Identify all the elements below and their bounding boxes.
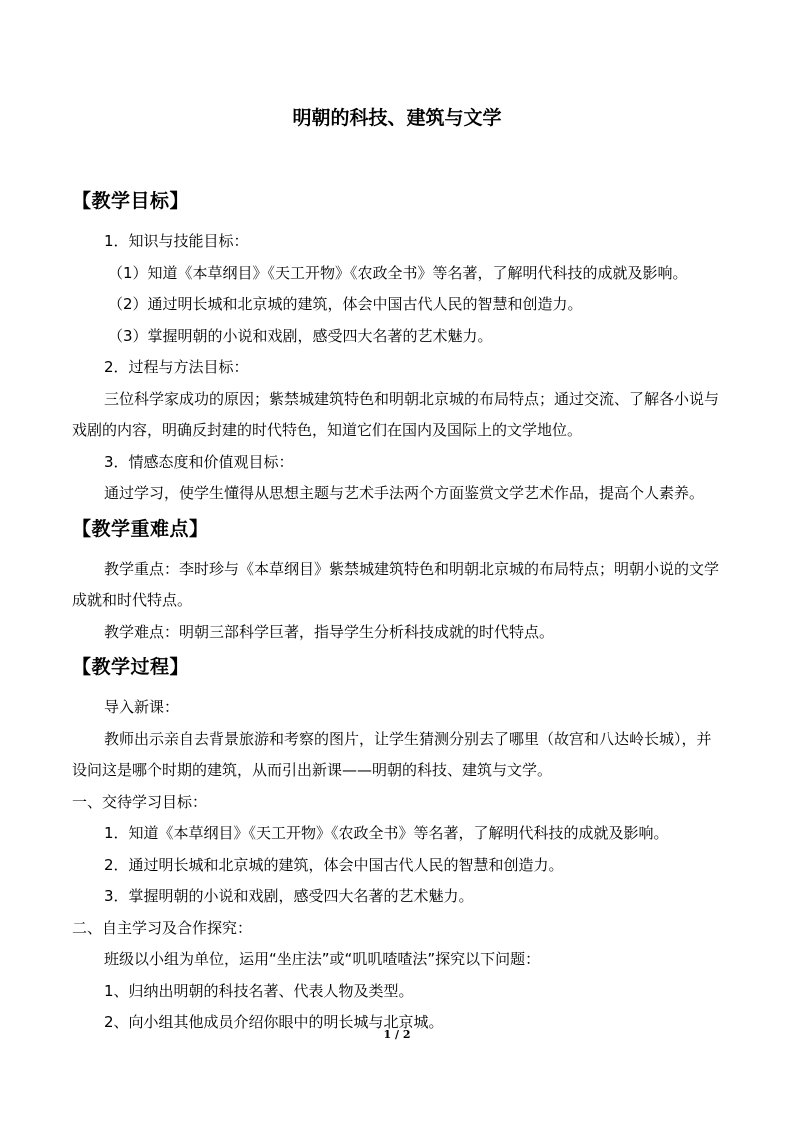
objective-line: 1．知识与技能目标： <box>104 232 249 250</box>
objective-paragraph: 通过学习，使学生懂得从思想主题与艺术手法两个方面鉴赏文学艺术作品，提高个人素养。 <box>104 484 705 502</box>
section-heading-objectives: 【教学目标】 <box>72 190 190 212</box>
section-heading-key-points: 【教学重难点】 <box>72 517 209 540</box>
section-heading-process: 【教学过程】 <box>72 656 190 678</box>
process-line: 2．通过明长城和北京城的建筑，体会中国古代人民的智慧和创造力。 <box>104 855 564 874</box>
process-subheading: 一、交待学习目标： <box>72 792 208 811</box>
process-line: 1．知道《本草纲目》《天工开物》《农政全书》等名著，了解明代科技的成就及影响。 <box>104 824 669 842</box>
process-subheading: 二、自主学习及合作探究： <box>72 918 253 937</box>
process-line: 导入新课： <box>104 698 180 716</box>
document-body <box>72 186 724 1039</box>
process-line: 3．掌握明朝的小说和戏剧，感受四大名著的艺术魅力。 <box>104 887 474 905</box>
key-point-paragraph: 教学难点：明朝三部科学巨著，指导学生分析科技成就的时代特点。 <box>104 622 555 641</box>
key-point-paragraph: 教学重点：李时珍与《本草纲目》紫禁城建筑特色和明朝北京城的布局特点；明朝小说的文学成就和时代特点。 <box>72 559 720 609</box>
objective-line: （3）掌握明朝的小说和戏剧，感受四大名著的艺术魅力。 <box>108 326 493 345</box>
objective-line: （1）知道《本草纲目》《天工开物》《农政全书》等名著，了解明代科技的成就及影响。 <box>108 263 688 282</box>
objective-paragraph: 三位科学家成功的原因；紫禁城建筑特色和明朝北京城的布局特点；通过交流、了解各小说与戏剧的内容，明确反封建的时代特色，知道它们在国内及国际上的文学地位。 <box>72 389 720 439</box>
process-line: 班级以小组为单位，运用“坐庄法”或“叽叽喳喳法”探究以下问题： <box>104 950 541 968</box>
document-title: 明朝的科技、建筑与文学 <box>292 107 502 129</box>
process-paragraph: 教师出示亲自去背景旅游和考察的图片，让学生猜测分别去了哪里（故宫和八达岭长城），并设问这是哪个时期的建筑，从而引出新课——明朝的科技、建筑与文学。 <box>72 729 712 779</box>
process-line: 1、归纳出明朝的科技名著、代表人物及类型。 <box>104 981 414 1000</box>
objective-line: 2．过程与方法目标： <box>104 358 249 376</box>
process-line: 2、向小组其他成员介绍你眼中的明长城与北京城。 <box>104 1013 444 1031</box>
objective-line: 3．情感态度和价值观目标： <box>104 452 294 471</box>
objective-line: （2）通过明长城和北京城的建筑，体会中国古代人民的智慧和创造力。 <box>108 295 583 313</box>
page-number: 1 / 2 <box>383 1028 411 1041</box>
